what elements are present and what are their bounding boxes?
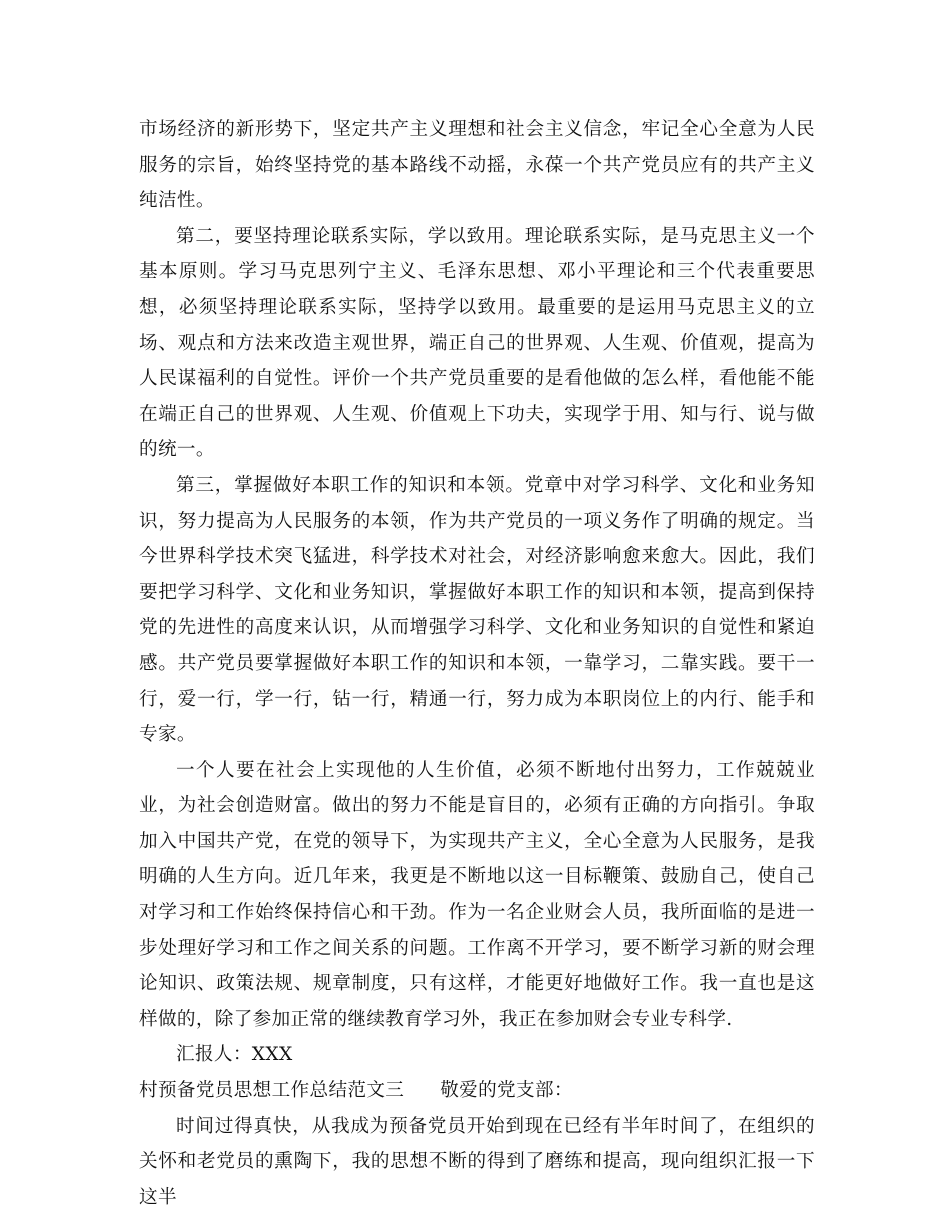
document-body (139, 112, 815, 1215)
paragraph-continuation: 市场经济的新形势下，坚定共产主义理想和社会主义信念，牢记全心全意为人民服务的宗旨，始终坚持党的基本路线不动摇，永葆一个共产党员应有的共产主义纯洁性。 (139, 119, 815, 212)
next-section-title: 村预备党员思想工作总结范文三 (139, 1080, 405, 1102)
paragraph-point-two: 第二，要坚持理论联系实际，学以致用。理论联系实际，是马克思主义一个基本原则。学习马克思列宁主义、毛泽东思想、邓小平理论和三个代表重要思想，必须坚持理论联系实际，坚持学以致用。最重要的是运用马克思主义的立场、观点和方法来改造主观世界，端正自己的世界观、人生观、价值观，提高为人民谋福利的自觉性。评价一个共产党员重要的是看他做的怎么样，看他能不能在端正自己的世界观、人生观、价值观上下功夫，实现学于用、知与行、说与做的统一。 (139, 225, 815, 461)
next-section-heading (139, 1073, 815, 1109)
salutation: 敬爱的党支部： (440, 1080, 573, 1102)
signature-line: 汇报人：XXX (176, 1044, 293, 1066)
paragraph-point-three: 第三，掌握做好本职工作的知识和本领。党章中对学习科学、文化和业务知识，努力提高为人民服务的本领，作为共产党员的一项义务作了明确的规定。当今世界科学技术突飞猛进，科学技术对社会，对经济影响愈来愈大。因此，我们要把学习科学、文化和业务知识，掌握做好本职工作的知识和本领，提高到保持党的先进性的高度来认识，从而增强学习科学、文化和业务知识的自觉性和紧迫感。共产党员要掌握做好本职工作的知识和本领，一靠学习，二靠实践。要干一行，爱一行，学一行，钻一行，精通一行，努力成为本职岗位上的内行、能手和专家。 (139, 474, 815, 746)
paragraph-final: 时间过得真快，从我成为预备党员开始到现在已经有半年时间了，在组织的关怀和老党员的熏陶下，我的思想不断的得到了磨练和提高，现向组织汇报一下这半 (139, 1115, 815, 1208)
paragraph-life-value: 一个人要在社会上实现他的人生价值，必须不断地付出努力，工作兢兢业业，为社会创造财富。做出的努力不能是盲目的，必须有正确的方向指引。争取加入中国共产党，在党的领导下，为实现共产主义，全心全意为人民服务，是我明确的人生方向。近几年来，我更是不断地以这一目标鞭策、鼓励自己，使自己对学习和工作始终保持信心和干劲。作为一名企业财会人员，我所面临的是进一步处理好学习和工作之间关系的问题。工作离不开学习，要不断学习新的财会理论知识、政策法规、规章制度，只有这样，才能更好地做好工作。我一直也是这样做的，除了参加正常的继续教育学习外，我正在参加财会专业专科学. (139, 759, 815, 1030)
